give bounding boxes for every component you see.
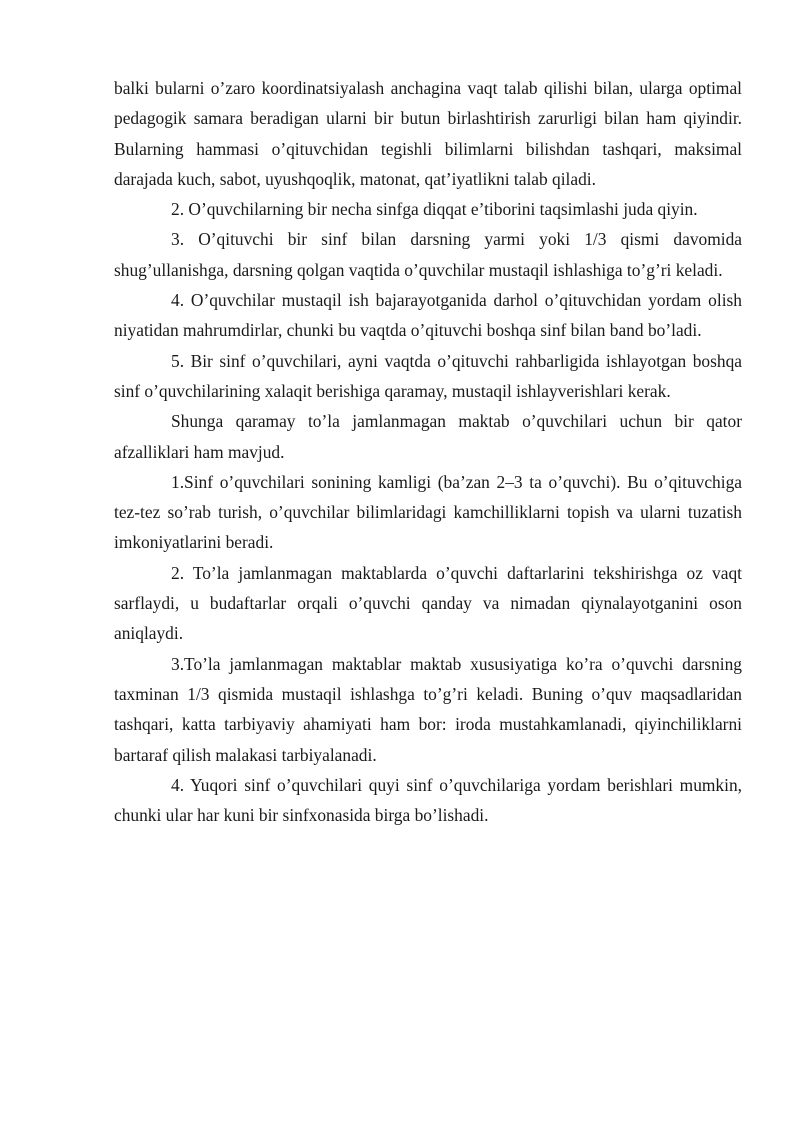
paragraph-advantage-2: 2. To’la jamlanmagan maktablarda o’quvchi daftarlarini tekshirishga oz vaqt sarflaydi, u budaftarlar orqali o’quvchi qanday va nimadan qiynalayotganini oson aniqlaydi. <box>114 562 742 644</box>
paragraph-continuation: balki bularni o’zaro koordinatsiyalash anchagina vaqt talab qilishi bilan, ularga optimal pedagogik samara beradigan ularni bir butun birlashtirish zarurligi bilan ham qiyindir. Bularning hammasi o’qituvchidan tegishli bilimlarni bilishdan tashqari, maksimal darajada kuch, sabot, uyushqoqlik, matonat, qat’iyatlikni talab qiladi. <box>114 78 742 189</box>
paragraph-item-4: 4. O’quvchilar mustaqil ish bajarayotganida darhol o’qituvchidan yordam olish niyatidan mahrumdirlar, chunki bu vaqtda o’qituvchi boshqa sinf bilan band bo’ladi. <box>114 290 742 341</box>
paragraph-advantage-1: 1.Sinf o’quvchilari sonining kamligi (ba’zan 2–3 ta o’quvchi). Bu o’qituvchiga tez-tez so’rab turish, o’quvchilar bilimlaridagi kamchilliklarni topish va ularni tuzatish imkoniyatlarini beradi. <box>114 471 742 553</box>
paragraph-advantage-3: 3.To’la jamlanmagan maktablar maktab xususiyatiga ko’ra o’quvchi darsning taxminan 1/3 qismida mustaqil ishlashga to’g’ri keladi. Buning o’quv maqsadlaridan tashqari, katta tarbiyaviy ahamiyati ham bor: iroda mustahkamlanadi, qiyinchiliklarni bartaraf qilish malakasi tarbiyalanadi. <box>114 653 742 765</box>
paragraph-advantages-intro: Shunga qaramay to’la jamlanmagan maktab o’quvchilari uchun bir qator afzalliklari ham mavjud. <box>114 411 742 462</box>
paragraph-item-3: 3. O’qituvchi bir sinf bilan darsning yarmi yoki 1/3 qismi davomida shug’ullanishga, darsning qolgan vaqtida o’quvchilar mustaqil ishlashiga to’g’ri keladi. <box>114 229 742 280</box>
document-body <box>114 73 742 830</box>
paragraph-item-5: 5. Bir sinf o’quvchilari, ayni vaqtda o’qituvchi rahbarligida ishlayotgan boshqa sinf o’quvchilarining xalaqit berishiga qaramay, mustaqil ishlayverishlari kerak. <box>114 350 742 401</box>
paragraph-advantage-4: 4. Yuqori sinf o’quvchilari quyi sinf o’quvchilariga yordam berishlari mumkin, chunki ular har kuni bir sinfxonasida birga bo’lishadi. <box>114 774 742 826</box>
paragraph-item-2: 2. O’quvchilarning bir necha sinfga diqqat e’tiborini taqsimlashi juda qiyin. <box>171 199 698 220</box>
